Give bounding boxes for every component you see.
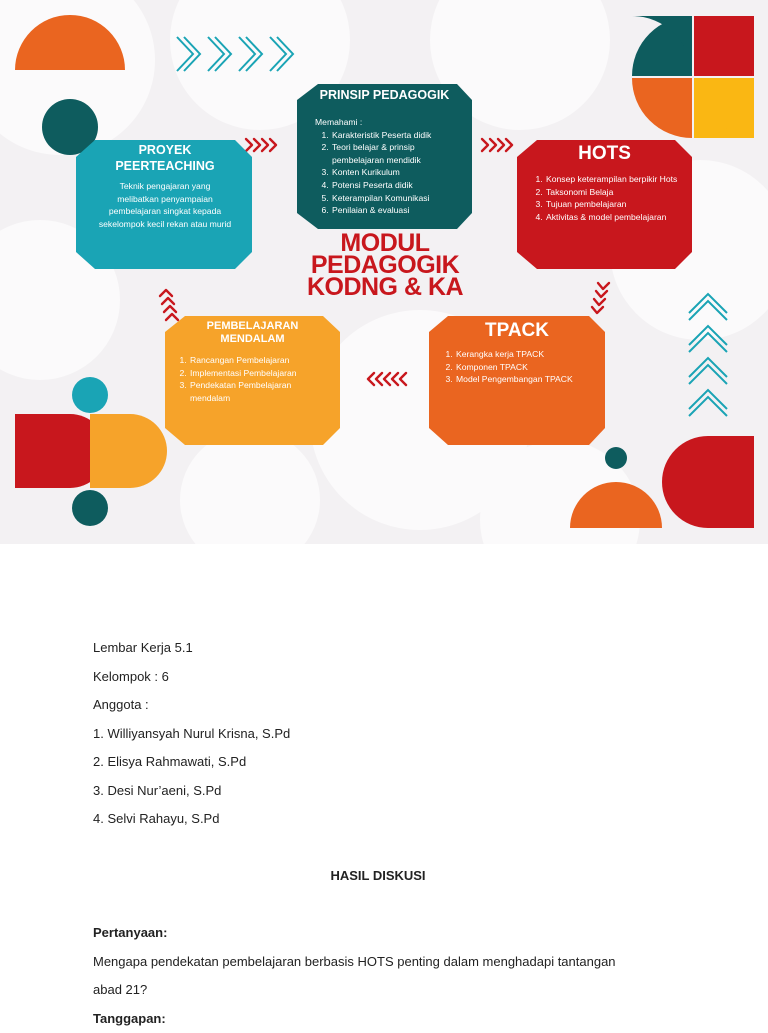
- list-item: 2. Teori belajar & prinsip pembelajaran mendidik: [331, 141, 460, 166]
- list-item: 6. Penilaian & evaluasi: [331, 204, 460, 217]
- list-item: 2. Taksonomi Belaja: [545, 186, 680, 199]
- list-item: 1. Kerangka kerja TPACK: [455, 348, 589, 361]
- worksheet-label: Lembar Kerja 5.1: [93, 634, 673, 663]
- document-body: [93, 634, 673, 1033]
- list-item: 2. Implementasi Pembelajaran: [189, 367, 322, 380]
- card-title: TPACK: [429, 320, 605, 342]
- section-title: HASIL DISKUSI: [93, 862, 673, 891]
- card-proyek-peerteaching: [80, 142, 250, 230]
- list-item: 4. Aktivitas & model pembelajaran: [545, 211, 680, 224]
- main-title: [290, 232, 480, 298]
- list-item: 1. Rancangan Pembelajaran: [189, 354, 322, 367]
- members-label: Anggota :: [93, 691, 673, 720]
- list-item: 3. Pendekatan Pembelajaran mendalam: [189, 379, 322, 404]
- title-line: MODUL: [290, 232, 480, 254]
- list-item: 4. Potensi Peserta didik: [331, 179, 460, 192]
- answer-label: Tanggapan:: [93, 1005, 673, 1033]
- card-title-line: PEERTEACHING: [115, 159, 214, 173]
- card-title-line: PROYEK: [139, 143, 192, 157]
- question-text: abad 21?: [93, 976, 673, 1005]
- list-item: 1. Karakteristik Peserta didik: [331, 129, 460, 142]
- card-pembelajaran-mendalam: [165, 320, 340, 404]
- card-title: HOTS: [517, 143, 692, 165]
- card-title-line: PEMBELAJARAN: [207, 320, 299, 332]
- member-item: 2. Elisya Rahmawati, S.Pd: [93, 748, 673, 777]
- member-item: 1. Williyansyah Nurul Krisna, S.Pd: [93, 720, 673, 749]
- card-intro: Memahami :: [315, 116, 460, 129]
- title-line: KODNG & KA: [290, 276, 480, 298]
- question-label: Pertanyaan:: [93, 919, 673, 948]
- title-line: PEDAGOGIK: [290, 254, 480, 276]
- card-title: PRINSIP PEDAGOGIK: [297, 88, 472, 102]
- card-title-line: MENDALAM: [220, 333, 284, 345]
- card-text: Teknik pengajaran yang melibatkan penyampaian pembelajaran singkat kepada sekelompok kecil rekan atau murid: [80, 174, 250, 230]
- question-text: Mengapa pendekatan pembelajaran berbasis HOTS penting dalam menghadapi tantangan: [93, 948, 673, 977]
- member-item: 3. Desi Nur’aeni, S.Pd: [93, 777, 673, 806]
- card-tpack: [429, 320, 605, 386]
- member-item: 4. Selvi Rahayu, S.Pd: [93, 805, 673, 834]
- list-item: 1. Konsep keterampilan berpikir Hots: [545, 173, 680, 186]
- list-item: 3. Model Pengembangan TPACK: [455, 373, 589, 386]
- list-item: 3. Tujuan pembelajaran: [545, 198, 680, 211]
- list-item: 2. Komponen TPACK: [455, 361, 589, 374]
- card-prinsip-pedagogik: [297, 88, 472, 217]
- list-item: 3. Konten Kurikulum: [331, 166, 460, 179]
- list-item: 5. Keterampilan Komunikasi: [331, 192, 460, 205]
- card-hots: [517, 143, 692, 223]
- group-label: Kelompok : 6: [93, 663, 673, 692]
